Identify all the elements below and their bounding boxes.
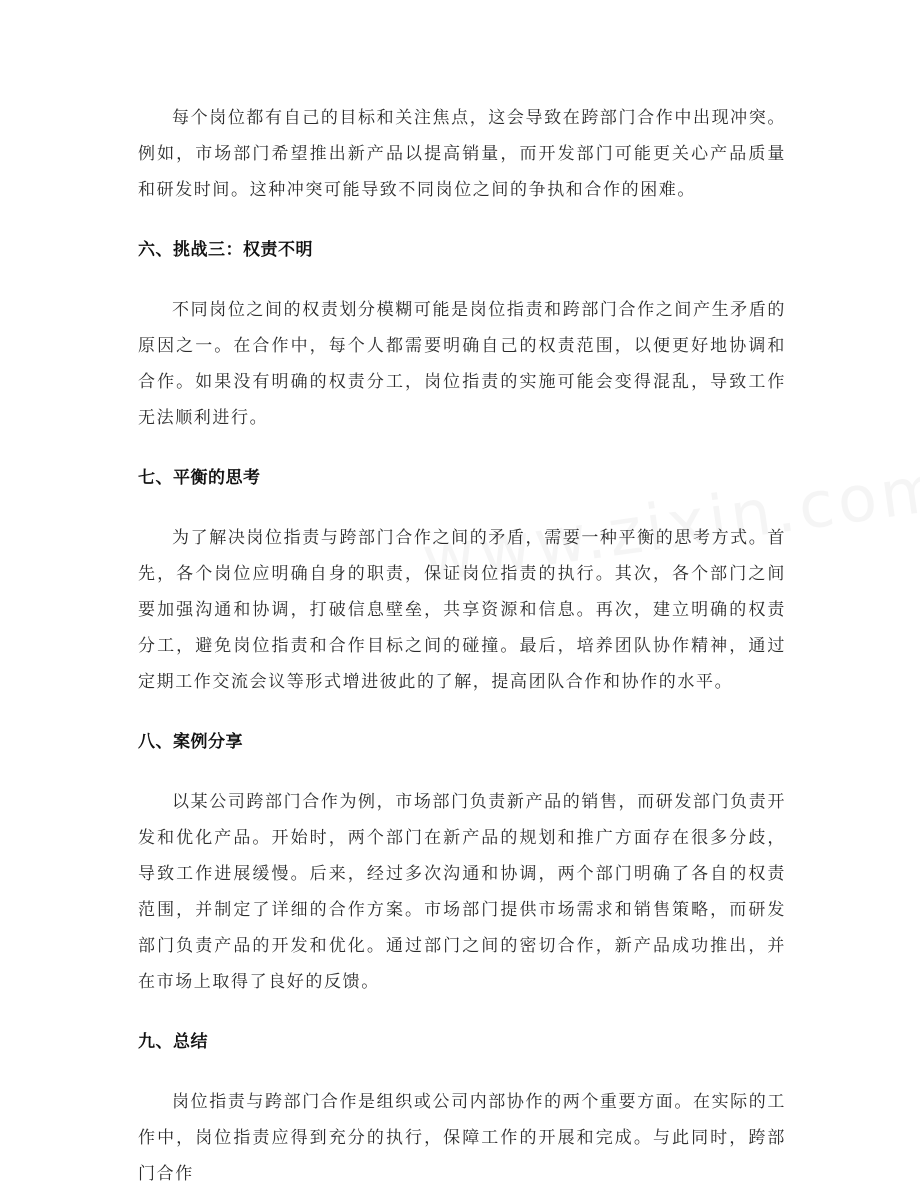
intro-paragraph: 每个岗位都有自己的目标和关注焦点，这会导致在跨部门合作中出现冲突。例如，市场部门希望推出新产品以提高销量，而开发部门可能更关心产品质量和研发时间。这种冲突可能导致不同岗位之间的争执和合作的困难。 xyxy=(138,108,786,200)
section-paragraph-8: 以某公司跨部门合作为例，市场部门负责新产品的销售，而研发部门负责开发和优化产品。开始时，两个部门在新产品的规划和推广方面存在很多分歧，导致工作进展缓慢。后来，经过多次沟通和协调，两个部门明确了各自的权责范围，并制定了详细的合作方案。市场部门提供市场需求和销售策略，而研发部门负责产品的开发和优化。通过部门之间的密切合作，新产品成功推出，并在市场上取得了良好的反馈。 xyxy=(138,792,786,992)
section-heading-8: 八、案例分享 xyxy=(138,732,243,752)
spacer xyxy=(138,496,786,520)
spacer xyxy=(138,208,786,232)
spacer xyxy=(138,700,786,724)
section-heading-9: 九、总结 xyxy=(138,1032,208,1052)
spacer xyxy=(138,1000,786,1024)
section-heading-7: 七、平衡的思考 xyxy=(138,468,261,488)
section-paragraph-7: 为了解决岗位指责与跨部门合作之间的矛盾，需要一种平衡的思考方式。首先，各个岗位应明确自身的职责，保证岗位指责的执行。其次，各个部门之间要加强沟通和协调，打破信息壁垒，共享资源和信息。再次，建立明确的权责分工，避免岗位指责和合作目标之间的碰撞。最后，培养团队协作精神，通过定期工作交流会议等形式增进彼此的了解，提高团队合作和协作的水平。 xyxy=(138,528,786,692)
spacer xyxy=(138,268,786,292)
spacer xyxy=(138,1060,786,1084)
spacer xyxy=(138,760,786,784)
section-heading-6: 六、挑战三：权责不明 xyxy=(138,240,313,260)
section-paragraph-6: 不同岗位之间的权责划分模糊可能是岗位指责和跨部门合作之间产生矛盾的原因之一。在合作中，每个人都需要明确自己的权责范围，以便更好地协调和合作。如果没有明确的权责分工，岗位指责的实施可能会变得混乱，导致工作无法顺利进行。 xyxy=(138,300,786,428)
spacer xyxy=(138,436,786,460)
document-page xyxy=(138,100,786,1192)
section-paragraph-9: 岗位指责与跨部门合作是组织或公司内部协作的两个重要方面。在实际的工作中，岗位指责应得到充分的执行，保障工作的开展和完成。与此同时，跨部门合作 xyxy=(138,1092,786,1184)
